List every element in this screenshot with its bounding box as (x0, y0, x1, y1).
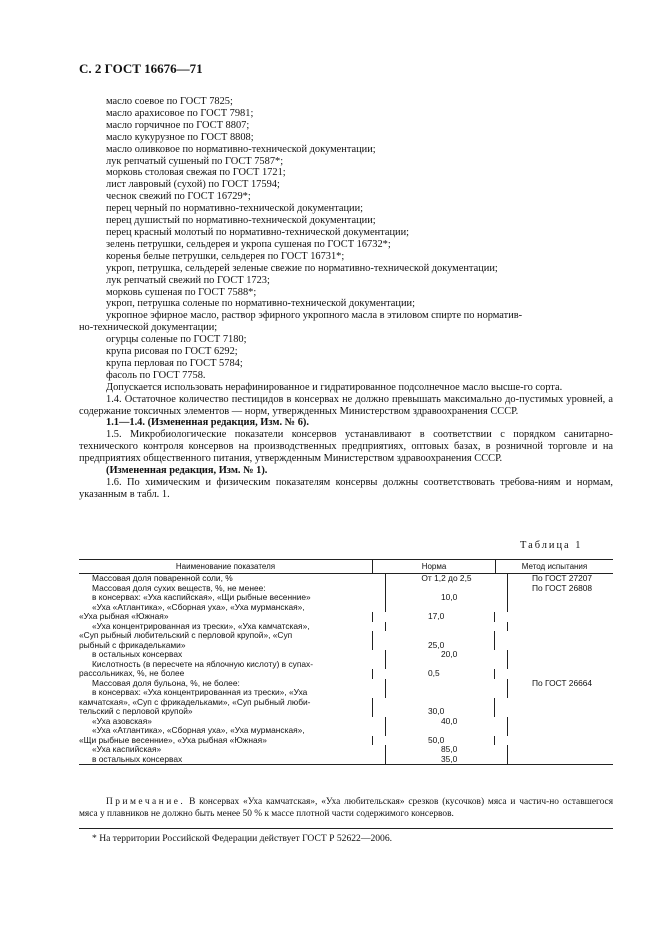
note-text: В консервах «Уха камчатская», «Уха любительская» срезков (кусочков) мяса и частич-но оставшегося мяса у плавников не должно быть менее 50 % к массе плотной части содержимого консервов. (79, 797, 614, 819)
table-row (79, 745, 613, 755)
cell-norm: 10,0 (386, 593, 508, 603)
cell-indicator: камчатская», «Суп с фрикадельками», «Суп рыбный люби- (79, 698, 373, 708)
cell-norm: 20,0 (386, 650, 508, 660)
cell-indicator: в остальных консервах (79, 650, 386, 660)
cell-method (495, 641, 613, 651)
table-row (79, 717, 613, 727)
header-method: Метод испытания (521, 562, 588, 571)
table-row (79, 641, 613, 651)
header-norm: Норма (373, 560, 496, 573)
cell-method (508, 726, 613, 736)
ingredient-line: перец красный молотый по нормативно-технической документации; (106, 226, 410, 238)
table-row (79, 726, 613, 736)
cell-indicator: тельский с перловой крупой» (79, 707, 373, 717)
cell-method (495, 698, 613, 708)
cell-method (495, 631, 613, 641)
cell-method: По ГОСТ 26664 (532, 677, 593, 688)
cell-method (495, 736, 613, 746)
cell-method (508, 650, 613, 660)
table-header (79, 559, 613, 574)
table-note (79, 796, 613, 820)
cell-norm (386, 660, 508, 670)
ingredient-line: масло арахисовое по ГОСТ 7981; (106, 107, 254, 119)
ingredient-line: фасоль по ГОСТ 7758. (106, 369, 206, 381)
cell-method (495, 707, 613, 717)
ingredient-list (79, 96, 613, 322)
ingredient-line: чеснок свежий по ГОСТ 16729*; (106, 191, 251, 203)
cell-norm: 50,0 (373, 736, 495, 746)
amendment-note-2: (Измененная редакция, Изм. № 1). (106, 465, 268, 477)
cell-norm: 85,0 (386, 745, 508, 755)
cell-indicator: в консервах: «Уха каспийская», «Щи рыбные весенние» (79, 593, 386, 603)
paragraph-1-4: 1.4. Остаточное количество пестицидов в консервах не должно превышать максимально до-пустимых уровней, а содержание токсичных элементов — норм, утвержденных Министерством здравоохранения СССР. (79, 393, 613, 417)
cell-indicator: «Уха «Атлантика», «Сборная уха», «Уха мурманская», (79, 603, 386, 613)
cell-method (508, 717, 613, 727)
cell-indicator: «Уха концентрированная из трески», «Уха камчатская», (79, 622, 386, 632)
cell-norm: 30,0 (373, 707, 495, 717)
cell-method: По ГОСТ 27207 (532, 573, 593, 583)
ingredient-line: лук репчатый свежий по ГОСТ 1723; (106, 274, 270, 286)
table-row (79, 755, 613, 765)
table-row (79, 650, 613, 660)
footnote: * На территории Российской Федерации действует ГОСТ Р 52622—2006. (92, 833, 393, 844)
cell-norm: От 1,2 до 2,5 (386, 574, 508, 584)
ingredient-line: укроп, петрушка, сельдерей зеленые свежие по нормативно-технической документации; (106, 262, 498, 274)
cell-method (508, 593, 613, 603)
ingredient-line: морковь столовая свежая по ГОСТ 1721; (106, 167, 286, 179)
ingredient-line: масло соевое по ГОСТ 7825; (106, 96, 233, 107)
ingredient-line: перец черный по нормативно-технической документации; (106, 203, 364, 215)
cell-norm: 25,0 (373, 641, 495, 651)
ingredient-line: лук репчатый сушеный по ГОСТ 7587*; (106, 155, 284, 167)
page-header: С. 2 ГОСТ 16676—71 (79, 61, 203, 76)
table-row (79, 631, 613, 641)
cell-norm (386, 726, 508, 736)
ingredient-line: коренья белые петрушки, сельдерея по ГОСТ 16731*; (106, 250, 345, 262)
table-row (79, 707, 613, 717)
cell-norm: 17,0 (373, 612, 495, 622)
cell-method (508, 622, 613, 632)
ingredient-line: морковь сушеная по ГОСТ 7588*; (106, 286, 257, 298)
ingredient-line: укропное эфирное масло, раствор эфирного укропного масла в этиловом спирте по норматив- (106, 310, 523, 322)
cell-norm: 35,0 (386, 755, 508, 765)
cell-method (508, 660, 613, 670)
table-row (79, 688, 613, 698)
cell-indicator: «Суп рыбный любительский с перловой крупой», «Суп (79, 631, 373, 641)
cell-indicator: в консервах: «Уха концентрированная из трески», «Уха (79, 688, 386, 698)
ingredient-line: масло кукурузное по ГОСТ 8808; (106, 131, 254, 143)
cell-indicator: «Уха каспийская» (79, 745, 386, 755)
cell-method (508, 688, 613, 698)
cell-method (508, 745, 613, 755)
cell-indicator: «Уха «Атлантика», «Сборная уха», «Уха мурманская», (79, 726, 386, 736)
table-row (79, 612, 613, 622)
cell-method (508, 603, 613, 613)
cell-indicator: Массовая доля бульона, %, не более: (79, 679, 386, 689)
cell-indicator: Массовая доля поваренной соли, % (79, 574, 386, 584)
table-bottom-rule (79, 764, 613, 765)
paragraph-1-5: 1.5. Микробиологические показатели консервов устанавливают в соответствии с порядком санитарно-технического контроля консервов на производственных предприятиях, оптовых базах, в розничной торговле и на предприятиях общественного питания, утвержденным Министерством здравоохранения СССР. (79, 429, 613, 465)
cell-indicator: «Уха азовская» (79, 717, 386, 727)
cell-method: По ГОСТ 26808 (532, 582, 593, 593)
table-body (79, 574, 613, 764)
cell-indicator: «Уха рыбная «Южная» (79, 612, 373, 622)
ingredient-line: перец душистый по нормативно-технической документации; (106, 215, 376, 227)
table-row (79, 736, 613, 746)
amendment-note-1: 1.1—1.4. (Измененная редакция, Изм. № 6). (106, 417, 309, 429)
header-indicator: Наименование показателя (79, 560, 373, 573)
ingredient-line: масло горчичное по ГОСТ 8807; (106, 119, 250, 131)
table-1 (79, 559, 613, 765)
ingredient-list-2 (79, 334, 613, 382)
table-row (79, 660, 613, 670)
ingredient-line: крупа рисовая по ГОСТ 6292; (106, 346, 238, 358)
cell-norm (386, 679, 508, 689)
cell-method (495, 612, 613, 622)
table-row (79, 593, 613, 603)
cell-indicator: Кислотность (в пересчете на яблочную кислоту) в супах- (79, 660, 386, 670)
cell-method (508, 755, 613, 765)
ingredient-line: зелень петрушки, сельдерея и укропа сушеная по ГОСТ 16732*; (106, 238, 391, 250)
footnote-rule (79, 828, 613, 829)
table-caption: Таблица 1 (520, 540, 583, 551)
cell-indicator: рыбный с фрикадельками» (79, 641, 373, 651)
table-row (79, 679, 613, 689)
ingredient-line: укроп, петрушка соленые по нормативно-технической документации; (106, 298, 415, 310)
table-row (79, 584, 613, 594)
paragraph-oil: Допускается использовать нерафинированное и гидратированное подсолнечное масло высше-го сорта. (106, 381, 563, 393)
ingredient-line: лист лавровый (сухой) по ГОСТ 17594; (106, 179, 280, 191)
cell-indicator: Массовая доля сухих веществ, %, не менее: (79, 584, 386, 594)
cell-indicator: «Щи рыбные весенние», «Уха рыбная «Южная» (79, 736, 373, 746)
cell-norm: 40,0 (386, 717, 508, 727)
table-row (79, 698, 613, 708)
cell-indicator: рассольниках, %, не более (79, 669, 373, 679)
ingredient-continuation: но-технической документации; (79, 322, 218, 334)
cell-norm (386, 688, 508, 698)
ingredient-line: крупа перловая по ГОСТ 5784; (106, 357, 243, 369)
document-body (79, 96, 613, 501)
paragraph-1-6: 1.6. По химическим и физическим показателям консервы должны соответствовать требова-ниям и нормам, указанным в табл. 1. (79, 477, 613, 500)
table-row (79, 622, 613, 632)
cell-norm (386, 622, 508, 632)
cell-indicator: в остальных консервах (79, 755, 386, 765)
table-row (79, 603, 613, 613)
cell-norm: 0,5 (373, 669, 495, 679)
note-label: Примечание. (106, 797, 186, 807)
ingredient-line: масло оливковое по нормативно-технической документации; (106, 143, 376, 155)
cell-norm (386, 603, 508, 613)
ingredient-line: огурцы соленые по ГОСТ 7180; (106, 334, 247, 346)
